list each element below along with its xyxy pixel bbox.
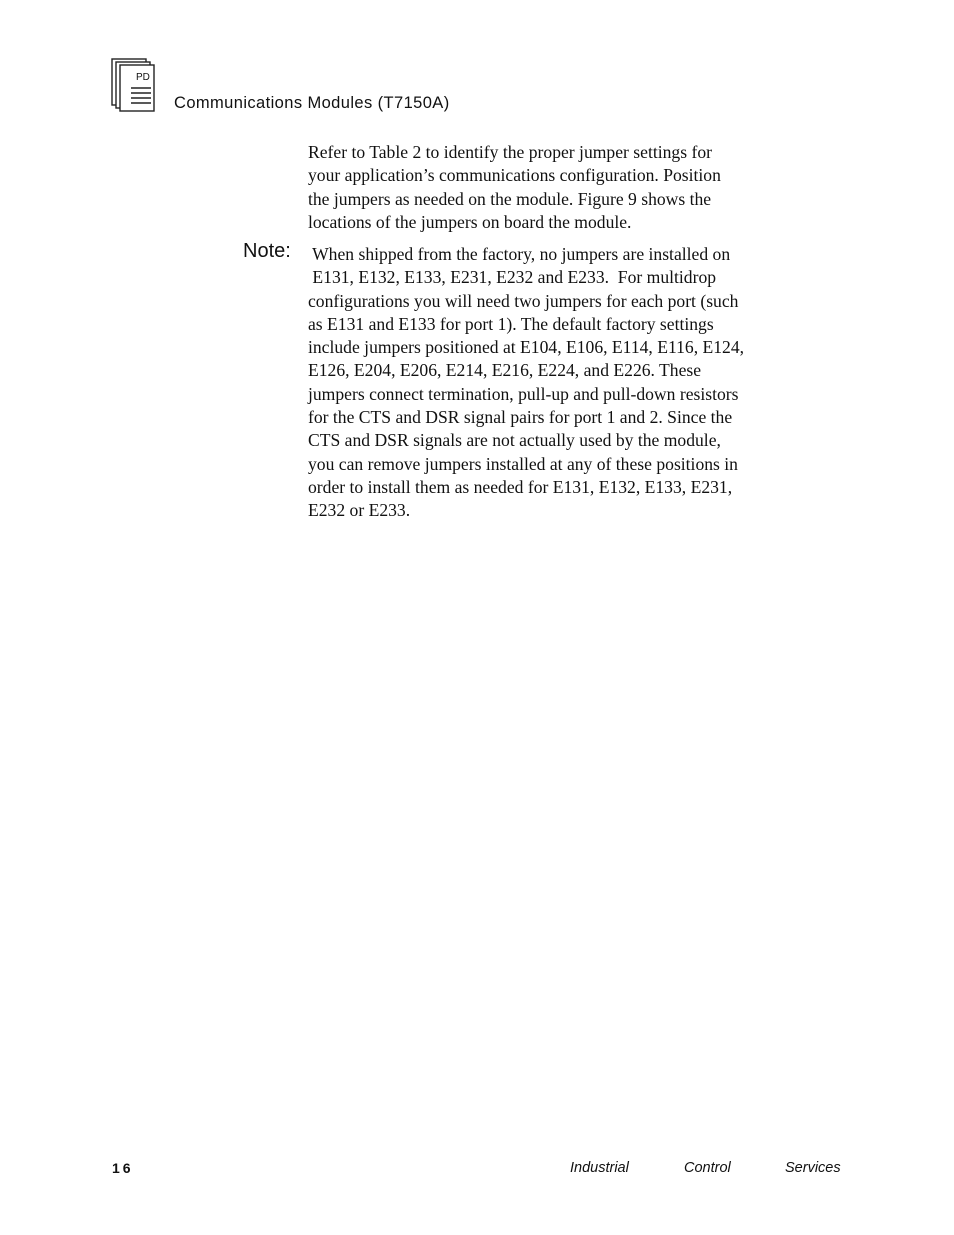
intro-paragraph xyxy=(308,141,843,234)
footer-org-word: Services xyxy=(785,1160,841,1176)
note-line: When shipped from the factory, no jumpers are installed on xyxy=(308,244,731,264)
note-line: include jumpers positioned at E104, E106, E114, E116, E124, xyxy=(308,337,745,358)
note-line: CTS and DSR signals are not actually used by the module, xyxy=(308,430,721,451)
footer-org-word: Industrial xyxy=(570,1160,629,1176)
note-line: E131, E132, E133, E231, E232 and E233. For multidrop xyxy=(308,267,717,288)
note-line: for the CTS and DSR signal pairs for port 1 and 2. Since the xyxy=(308,407,733,428)
note-line: order to install them as needed for E131, E132, E133, E231, xyxy=(308,476,733,497)
intro-line: locations of the jumpers on board the module. xyxy=(308,211,632,232)
page-number: 16 xyxy=(112,1160,134,1176)
note-line: E232 or E233. xyxy=(308,500,411,521)
page-header-title: Communications Modules (T7150A) xyxy=(174,94,450,112)
document-logo-icon xyxy=(111,58,157,112)
note-label: Note: xyxy=(243,240,291,262)
logo-text: PD xyxy=(136,72,150,83)
intro-line: the jumpers as needed on the module. Figure 9 shows the xyxy=(308,188,712,209)
intro-line: Refer to Table 2 to identify the proper jumper settings for xyxy=(308,142,712,162)
note-line: E126, E204, E206, E214, E216, E224, and E226. These xyxy=(308,360,702,381)
footer-org-word: Control xyxy=(684,1160,731,1176)
intro-line: your application’s communications configuration. Position xyxy=(308,165,721,186)
note-line: you can remove jumpers installed at any of these positions in xyxy=(308,453,738,474)
note-paragraph xyxy=(308,243,843,523)
note-line: as E131 and E133 for port 1). The default factory settings xyxy=(308,313,714,334)
note-line: configurations you will need two jumpers for each port (such xyxy=(308,290,739,311)
note-line: jumpers connect termination, pull-up and pull-down resistors xyxy=(308,383,739,404)
